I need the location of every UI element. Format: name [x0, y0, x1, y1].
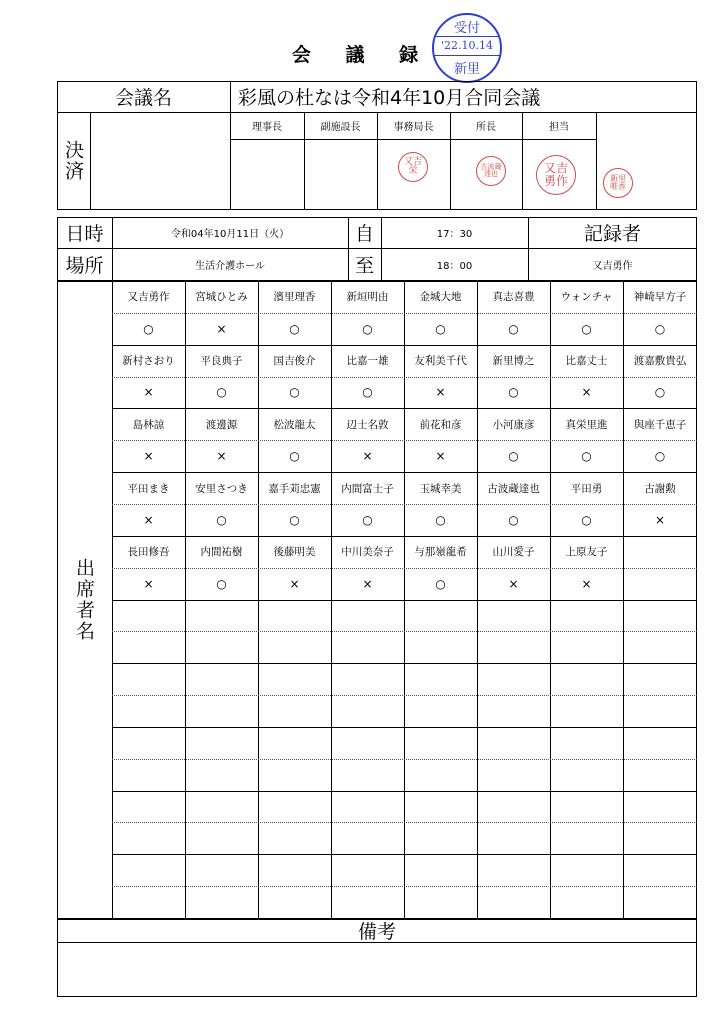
attendee-name: 国吉俊介 [273, 355, 316, 368]
attendance-mark: ○ [362, 512, 373, 527]
meeting-name-label: 会議名 [114, 87, 172, 109]
attendee-name: 與座千恵子 [633, 418, 687, 431]
recorder-label: 記録者 [583, 223, 641, 245]
attendance-mark: ○ [581, 321, 592, 336]
attendee-name: 内間富士子 [341, 482, 394, 495]
receipt-stamp-label: 受付 [453, 21, 480, 36]
attendance-mark: ○ [581, 512, 592, 527]
receipt-stamp-date: '22.10.14 [440, 39, 493, 52]
attendance-mark: × [216, 321, 227, 336]
attendance-mark: ○ [143, 321, 154, 336]
attendance-mark: ○ [289, 385, 300, 400]
attendance-mark: ○ [289, 449, 300, 464]
attendee-name: 島林諒 [132, 418, 165, 431]
attendee-name: 山川愛子 [492, 546, 535, 559]
meeting-date: 令和04年10月11日（火） [170, 229, 290, 240]
attendee-name: 新里博之 [492, 355, 535, 368]
approver-staff: 担当 [549, 122, 569, 133]
attendance-mark: ○ [289, 512, 300, 527]
to-label: 至 [354, 255, 374, 277]
attendee-name: 辺士名敦 [346, 418, 389, 431]
seal-director: 古波蔵 達也 [476, 156, 506, 186]
attendee-name: 上原友子 [565, 546, 608, 559]
attendee-name: ウォンチャ [560, 291, 613, 304]
attendee-name: 後藤明美 [273, 546, 316, 559]
attendance-mark: ○ [654, 449, 666, 464]
attendee-name: 古波蔵達也 [487, 482, 540, 495]
attendee-name: 新垣明由 [346, 291, 389, 304]
attendance-mark: × [435, 385, 446, 400]
attendee-name: 古謝勲 [644, 482, 676, 495]
attendance-mark: × [143, 576, 154, 591]
attendee-name: 長田修吾 [127, 546, 170, 559]
approver-vice-director: 副施設長 [320, 122, 361, 133]
attendance-mark: × [362, 449, 373, 464]
attendance-mark: × [143, 512, 154, 527]
attendance-mark: ○ [508, 385, 519, 400]
attendance-mark: ○ [362, 385, 373, 400]
attendance-mark: ○ [654, 321, 666, 336]
attendee-name: 嘉手苅忠憲 [268, 482, 321, 495]
attendee-name: 真志喜豊 [492, 291, 535, 304]
attendance-mark: × [435, 449, 446, 464]
attendance-mark: × [508, 576, 519, 591]
attendance-mark: ○ [508, 512, 519, 527]
seal-office-chief: 又吉 栄 [398, 152, 428, 182]
attendance-mark: ○ [435, 576, 446, 591]
attendance-mark: ○ [435, 321, 446, 336]
attendee-name: 真栄里進 [565, 418, 608, 431]
start-time: 17：30 [436, 229, 473, 240]
attendee-name: 前花和彦 [419, 418, 462, 431]
meeting-place: 生活介護ホール [195, 261, 265, 272]
attendee-name: 中川美奈子 [341, 546, 394, 559]
attendee-name: 玉城幸美 [419, 482, 462, 495]
attendance-mark: ○ [654, 385, 666, 400]
attendance-mark: ○ [216, 512, 227, 527]
attendance-mark: ○ [362, 321, 373, 336]
approver-director: 所長 [476, 122, 496, 133]
recorder-name: 又吉勇作 [592, 261, 633, 272]
attendee-name: 神崎早方子 [633, 291, 687, 304]
remarks-label: 備考 [357, 921, 396, 943]
attendees-label: 出席者名 [73, 558, 95, 642]
attendee-name: 与那嶺龍希 [414, 546, 467, 559]
receipt-stamp [432, 13, 502, 83]
attendance-mark: × [143, 385, 154, 400]
receipt-stamp-name: 新里 [453, 62, 480, 77]
attendance-mark: ○ [508, 321, 519, 336]
approval-label: 決済 [62, 140, 84, 182]
attendance-mark: ○ [508, 449, 519, 464]
seal-extra: 新里 唯香 [603, 168, 633, 198]
datetime-label: 日時 [65, 223, 104, 245]
attendance-mark: × [216, 449, 227, 464]
attendee-name: 宮城ひとみ [195, 291, 248, 304]
attendance-mark: × [143, 449, 154, 464]
attendee-name: 渡邊源 [205, 418, 238, 431]
attendee-name: 安里さつき [195, 482, 248, 495]
attendance-mark: ○ [216, 576, 227, 591]
attendance-mark: ○ [435, 512, 446, 527]
attendee-name: 平田勇 [570, 482, 603, 495]
attendance-mark: × [362, 576, 373, 591]
seal-staff: 又吉 勇作 [536, 155, 576, 195]
meeting-name: 彩風の杜なは令和4年10月合同会議 [238, 87, 541, 109]
attendee-name: 濱里理香 [273, 291, 316, 304]
approver-office-chief: 事務局長 [393, 122, 434, 133]
end-time: 18：00 [436, 261, 473, 272]
attendee-name: 平田まき [127, 482, 170, 495]
attendee-name [623, 536, 697, 568]
attendance-mark: ○ [289, 321, 300, 336]
attendee-name: 比嘉一雄 [346, 355, 389, 368]
place-label: 場所 [65, 255, 104, 277]
attendee-name: 平良典子 [200, 355, 243, 368]
attendance-mark: ○ [216, 385, 227, 400]
page-title: 会 議 録 [291, 44, 433, 66]
attendee-name: 松波龍太 [273, 418, 316, 431]
attendee-name: 又吉勇作 [127, 291, 170, 304]
attendance-mark: × [581, 576, 592, 591]
attendee-name: 金城大地 [419, 291, 462, 304]
attendee-name: 小河康彦 [492, 418, 535, 431]
from-label: 自 [354, 223, 374, 245]
attendance-mark [623, 568, 697, 600]
attendee-name: 比嘉丈士 [565, 355, 608, 368]
attendee-name: 友利美千代 [414, 355, 467, 368]
attendance-mark: × [654, 512, 666, 527]
attendance-mark: × [581, 385, 592, 400]
attendance-mark: × [289, 576, 300, 591]
attendee-name: 内間祐樹 [200, 546, 243, 559]
attendee-name: 新村さおり [122, 355, 175, 368]
attendee-name: 渡嘉敷貴弘 [633, 355, 687, 368]
attendance-mark: ○ [581, 449, 592, 464]
approver-chairman: 理事長 [252, 122, 282, 133]
